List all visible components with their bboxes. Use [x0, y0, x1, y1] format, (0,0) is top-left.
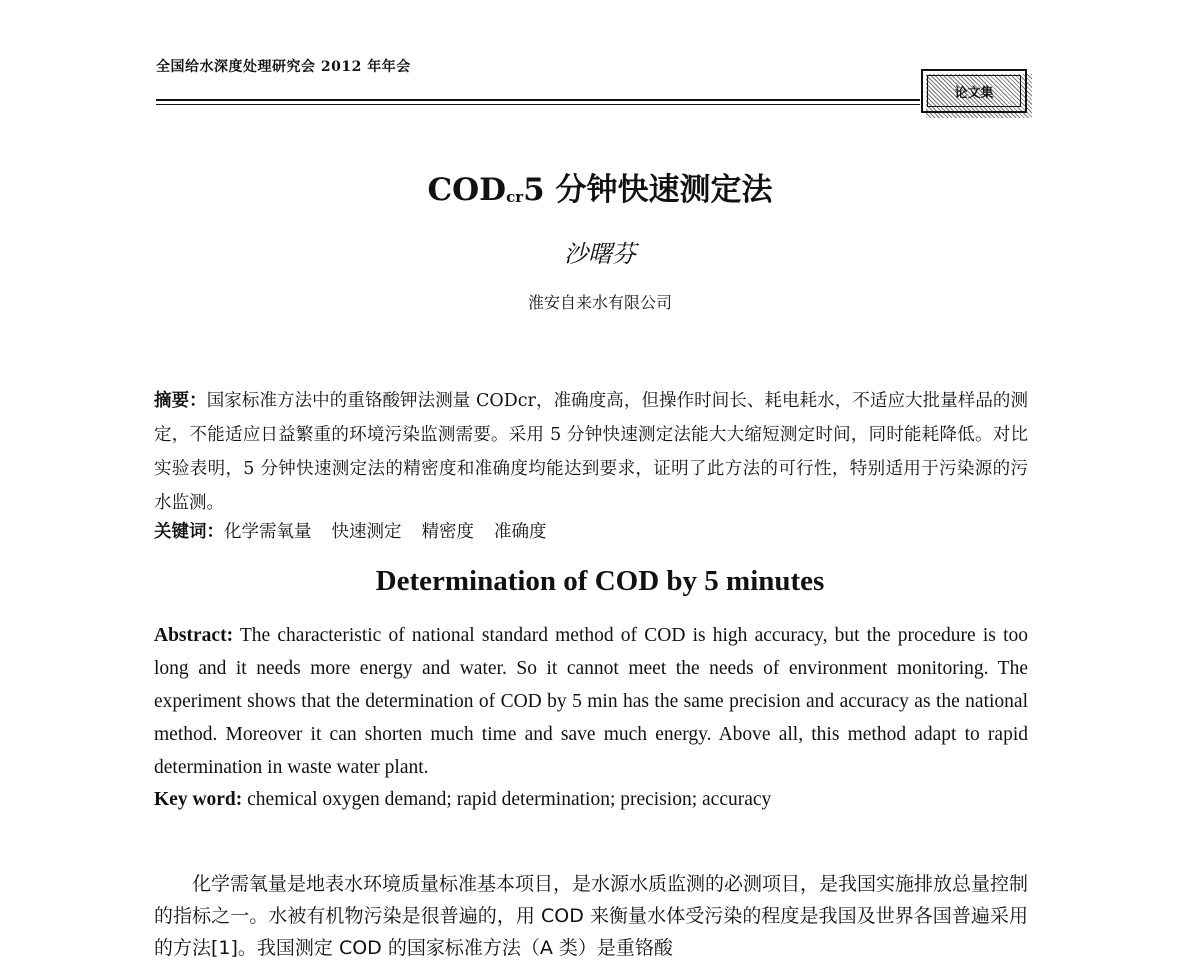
paper-title: [0, 164, 1200, 209]
keywords-cn-colon: ：: [206, 522, 224, 542]
abstract-cn-colon: ：: [189, 391, 207, 411]
keywords-en: [154, 784, 1028, 816]
proceedings-badge: 论文集: [921, 69, 1027, 113]
title-rest: 5 分钟快速测定法: [523, 172, 773, 208]
keywords-en-text: chemical oxygen demand; rapid determination; precision; accuracy: [247, 789, 772, 810]
english-title: Determination of COD by 5 minutes: [375, 565, 825, 597]
abstract-cn-text: 国家标准方法中的重铬酸钾法测量 CODcr，准确度高，但操作时间长、耗电耗水，不适应大批量样品的测定，不能适应日益繁重的环境污染监测需要。采用 5 分钟快速测定法能大大缩短测定时间，同时能耗降低。对比实验表明，5 分钟快速测定法的精密度和准确度均能达到要求，证明了此方法的可行性，特别适用于污染源的污水监测。: [154, 391, 1029, 513]
body-paragraph: 化学需氧量是地表水环境质量标准基本项目，是水源水质监测的必测项目，是我国实施排放总量控制的指标之一。水被有机物污染是很普遍的，用 COD 来衡量水体受污染的程度是我国及世界各国普遍采用的方法[1]。我国测定 COD 的国家标准方法（A 类）是重铬酸: [154, 873, 1029, 959]
affiliation: 淮安自来水有限公司: [527, 293, 672, 312]
title-subscript: cr: [506, 188, 524, 206]
header-rule-thin: [156, 104, 920, 105]
abstract-en: [154, 619, 1028, 784]
keyword-cn: 快速测定: [331, 522, 402, 542]
author-name: 沙曙芬: [564, 240, 636, 268]
keywords-cn: [154, 517, 1028, 547]
title-cod: COD: [427, 172, 507, 208]
abstract-cn-label: 摘要: [154, 391, 190, 411]
header-rule: [156, 99, 920, 101]
keyword-cn: 精密度: [421, 522, 474, 542]
keyword-cn: 化学需氧量: [224, 522, 312, 542]
journal-header: 全国给水深度处理研究会 2012 年年会: [156, 59, 411, 75]
abstract-cn: [154, 384, 1028, 520]
keywords-en-label: Key word:: [154, 789, 243, 810]
abstract-en-text: The characteristic of national standard method of COD is high accuracy, but the procedure is too long and it needs more energy and water. So it cannot meet the needs of environment monitoring. The experiment shows that the determination of COD by 5 min has the same precision and accuracy as the national method. Moreover it can shorten much time and save much energy. Above all, this method adapt to rapid determination in waste water plant.: [154, 625, 1028, 778]
keyword-cn: 准确度: [494, 522, 547, 542]
abstract-en-label: Abstract:: [154, 625, 234, 646]
keywords-cn-label: 关键词: [154, 522, 207, 542]
